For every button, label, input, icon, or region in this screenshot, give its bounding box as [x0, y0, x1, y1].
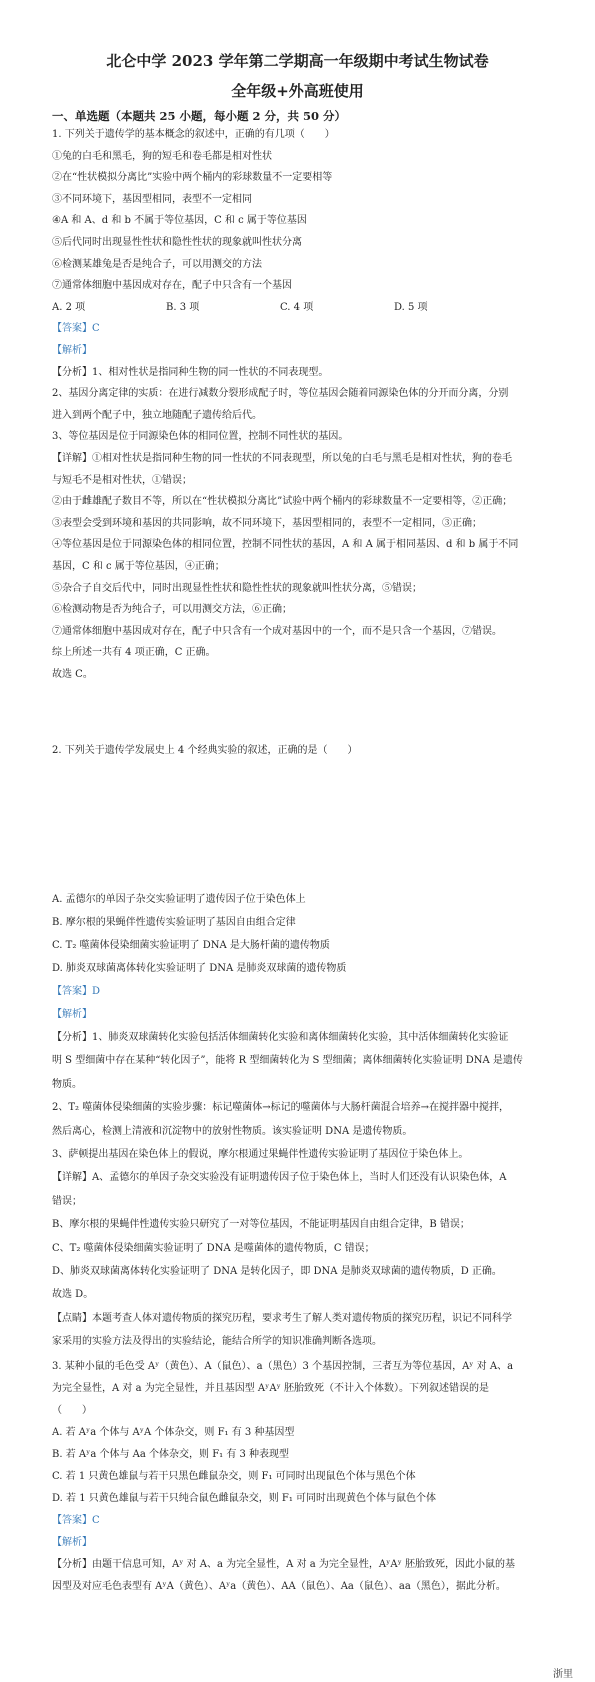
statement-item: ⑦通常体细胞中基因成对存在，配子中只含有一个基因: [52, 280, 292, 292]
options-row: [52, 301, 508, 315]
analysis-line: 3、等位基因是位于同源染色体的相同位置，控制不同性状的基因。: [52, 431, 349, 443]
analysis-line: ④等位基因是位于同源染色体的相同位置，控制不同性状的基因，A 和 A 属于相同基因、d 和 b 属于不同: [52, 539, 519, 551]
answer-label: 【答案】C: [52, 323, 100, 335]
answer-label: 【答案】C: [52, 1515, 100, 1526]
analysis-line: 故选 D。: [52, 1289, 94, 1301]
analysis-line: 家采用的实验方法及得出的实验结论，能结合所学的知识准确判断各选项。: [52, 1336, 382, 1348]
answer-label: 【答案】D: [52, 986, 101, 997]
page-subtitle: 全年级+外高班使用: [231, 82, 364, 100]
analysis-line: 进入到两个配子中，独立地随配子遗传给后代。: [52, 409, 262, 421]
statement-item: ③不同环境下，基因型相同，表型不一定相同: [52, 193, 252, 205]
statement-item: ①兔的白毛和黑毛，狗的短毛和卷毛都是相对性状: [52, 150, 272, 162]
analysis-line: 因型及对应毛色表型有 AʸA（黄色）、Aʸa（黄色）、AA（鼠色）、Aa（鼠色）、aa（黑色），据此分析。: [52, 1581, 506, 1592]
option-a: A. 孟德尔的单因子杂交实验证明了遗传因子位于染色体上: [52, 894, 306, 905]
analysis-line: 【分析】由题干信息可知，Aʸ 对 A、a 为完全显性，A 对 a 为完全显性，AʸAʸ 胚胎致死，因此小鼠的基: [52, 1559, 515, 1570]
option-c: C. T₂ 噬菌体侵染细菌实验证明了 DNA 是大肠杆菌的遗传物质: [52, 940, 330, 951]
question-stem: 1. 下列关于遗传学的基本概念的叙述中，正确的有几项（ ）: [52, 129, 335, 140]
analysis-line: B、摩尔根的果蝇伴性遗传实验只研究了一对等位基因，不能证明基因自由组合定律，B 错误；: [52, 1219, 470, 1231]
analysis-line: 综上所述一共有 4 项正确，C 正确。: [52, 647, 216, 659]
option-c: C. 4 项: [280, 301, 314, 313]
statement-item: ⑥检测某雄兔是否是纯合子，可以用测交的方法: [52, 258, 262, 270]
statement-item: ④A 和 A、d 和 b 不属于等位基因，C 和 c 属于等位基因: [52, 215, 307, 227]
option-c: C. 若 1 只黄色雄鼠与若干只黑色雌鼠杂交，则 F₁ 可同时出现鼠色个体与黑色个体: [52, 1471, 416, 1482]
statement-item: ②在“性状模拟分离比”实验中两个桶内的彩球数量不一定要相等: [52, 172, 333, 184]
footer-text: 浙里: [553, 1669, 573, 1680]
option-d: D. 若 1 只黄色雄鼠与若干只纯合鼠色雌鼠杂交，则 F₁ 可同时出现黄色个体与鼠色个体: [52, 1493, 437, 1504]
analysis-line: 【详解】A、孟德尔的单因子杂交实验没有证明遗传因子位于染色体上，当时人们还没有认识染色体，A: [52, 1172, 507, 1184]
analysis-line: 与短毛不是相对性状，①错误；: [52, 474, 192, 486]
analysis-line: ②由于雌雄配子数目不等，所以在“性状模拟分离比”试验中两个桶内的彩球数量不一定要相等，②正确；: [52, 496, 513, 508]
question-stem: （ ）: [52, 1405, 92, 1416]
analysis-line: 【点睛】本题考查人体对遗传物质的探究历程，要求考生了解人类对遗传物质的探究历程，识记不同科学: [52, 1312, 512, 1324]
analysis-line: ⑤杂合子自交后代中，同时出现显性性状和隐性性状的现象就叫性状分离，⑤错误；: [52, 582, 422, 594]
analysis-line: 3、萨顿提出基因在染色体上的假说，摩尔根通过果蝇伴性遗传实验证明了基因位于染色体上。: [52, 1149, 469, 1160]
analysis-line: 明 S 型细菌中存在某种“转化因子”，能将 R 型细菌转化为 S 型细菌；离体细菌转化实验证明 DNA 是遗传: [52, 1055, 523, 1067]
analysis-line: 【详解】①相对性状是指同种生物的同一性状的不同表现型，所以兔的白毛与黑毛是相对性状，狗的卷毛: [52, 453, 512, 464]
option-a: A. 若 Aʸa 个体与 AʸA 个体杂交，则 F₁ 有 3 种基因型: [52, 1427, 295, 1438]
analysis-line: ⑥检测动物是否为纯合子，可以用测交方法，⑥正确；: [52, 604, 292, 616]
question-stem: 3. 某种小鼠的毛色受 Aʸ（黄色）、A（鼠色）、a（黑色）3 个基因控制，三者互为等位基因，Aʸ 对 A、a: [52, 1361, 514, 1372]
statement-item: ⑤后代同时出现显性性状和隐性性状的现象就叫性状分离: [52, 237, 302, 248]
analysis-line: 然后离心，检测上清液和沉淀物中的放射性物质。该实验证明 DNA 是遗传物质。: [52, 1125, 413, 1137]
analysis-label: 【解析】: [52, 1537, 92, 1548]
analysis-line: D、肺炎双球菌离体转化实验证明了 DNA 是转化因子，即 DNA 是肺炎双球菌的遗传物质，D 正确。: [52, 1266, 502, 1277]
analysis-line: 2、基因分离定律的实质：在进行减数分裂形成配子时，等位基因会随着同源染色体的分开而分离，分别: [52, 388, 509, 400]
question-stem: 2. 下列关于遗传学发展史上 4 个经典实验的叙述，正确的是（ ）: [52, 745, 358, 756]
analysis-line: ⑦通常体细胞中基因成对存在，配子中只含有一个成对基因中的一个，而不是只含一个基因，⑦错误。: [52, 625, 502, 637]
option-b: B. 3 项: [166, 301, 200, 313]
analysis-line: 【分析】1、相对性状是指同种生物的同一性状的不同表现型。: [52, 366, 329, 378]
question-stem: 为完全显性，A 对 a 为完全显性，并且基因型 AʸAʸ 胚胎致死（不计入个体数）。下列叙述错误的是: [52, 1383, 489, 1394]
analysis-line: 物质。: [52, 1078, 82, 1090]
analysis-line: 错误；: [52, 1195, 82, 1207]
option-d: D. 5 项: [394, 301, 428, 313]
analysis-line: C、T₂ 噬菌体侵染细菌实验证明了 DNA 是噬菌体的遗传物质，C 错误；: [52, 1242, 375, 1254]
page-title: 北仑中学 2023 学年第二学期高一年级期中考试生物试卷: [106, 52, 489, 70]
analysis-line: 基因，C 和 c 属于等位基因，④正确；: [52, 561, 225, 572]
option-a: A. 2 项: [52, 301, 86, 313]
option-b: B. 摩尔根的果蝇伴性遗传实验证明了基因自由组合定律: [52, 917, 296, 928]
analysis-line: 故选 C。: [52, 669, 93, 680]
analysis-line: ③表型会受到环境和基因的共同影响，故不同环境下，基因型相同的，表型不一定相同，③正确；: [52, 517, 482, 529]
analysis-line: 【分析】1、肺炎双球菌转化实验包括活体细菌转化实验和离体细菌转化实验，其中活体细菌转化实验证: [52, 1032, 509, 1043]
section-heading: 一、单选题（本题共 25 小题，每小题 2 分，共 50 分）: [52, 109, 347, 123]
option-d: D. 肺炎双球菌离体转化实验证明了 DNA 是肺炎双球菌的遗传物质: [52, 963, 347, 974]
analysis-label: 【解析】: [52, 1009, 92, 1020]
analysis-line: 2、T₂ 噬菌体侵染细菌的实验步骤：标记噬菌体→标记的噬菌体与大肠杆菌混合培养→在搅拌器中搅拌，: [52, 1102, 509, 1114]
option-b: B. 若 Aʸa 个体与 Aa 个体杂交，则 F₁ 有 3 种表现型: [52, 1449, 290, 1460]
analysis-label: 【解析】: [52, 345, 92, 356]
